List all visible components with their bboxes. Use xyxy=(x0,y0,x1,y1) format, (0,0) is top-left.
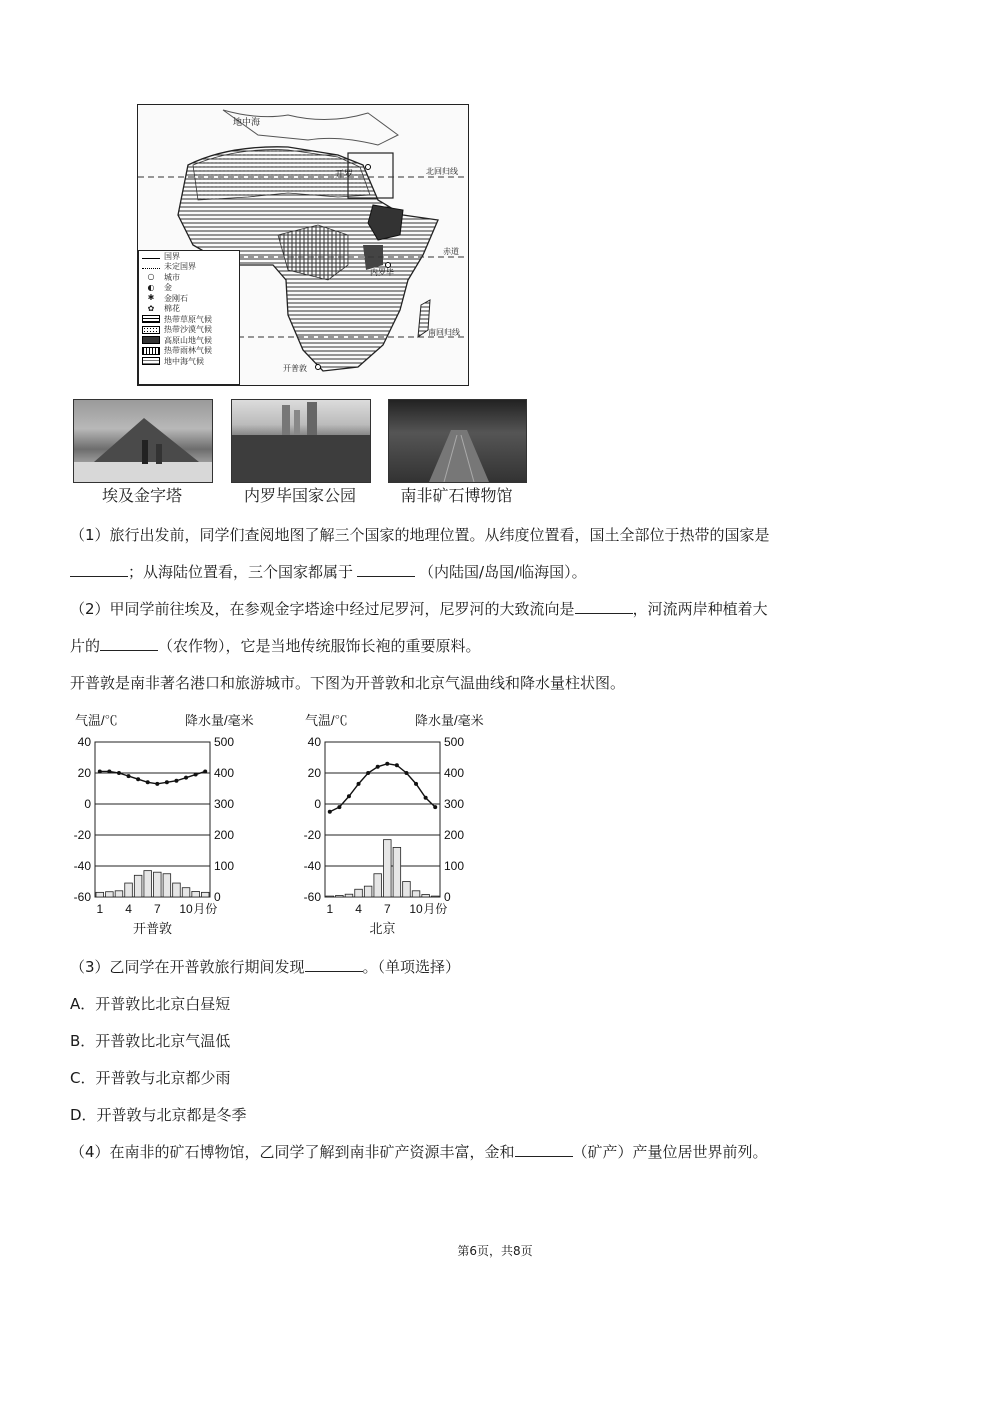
precip-tick-label: 200 xyxy=(214,828,235,842)
precip-tick-label: 500 xyxy=(444,735,465,749)
africa-climate-map xyxy=(137,104,469,386)
temperature-point xyxy=(385,762,389,766)
nairobi-park-photo xyxy=(231,399,371,483)
temperature-point xyxy=(424,796,428,800)
month-tick-label: 10 xyxy=(409,902,423,916)
temp-tick-label: -60 xyxy=(73,890,91,904)
temp-tick-label: -20 xyxy=(73,828,91,842)
temperature-point xyxy=(366,771,370,775)
answer-blank[interactable] xyxy=(357,562,415,577)
temperature-point xyxy=(98,769,102,773)
equator-label: 赤道 xyxy=(443,247,459,256)
precip-axis-label: 降水量/毫米 xyxy=(415,713,484,728)
temp-tick-label: 0 xyxy=(84,797,91,811)
temperature-point xyxy=(107,769,111,773)
legend-item: ○ 城市 xyxy=(139,272,239,283)
precip-bar xyxy=(412,891,420,897)
precip-bar xyxy=(326,896,334,897)
answer-blank[interactable] xyxy=(305,957,363,972)
map-legend xyxy=(138,250,240,385)
month-tick-label: 10 xyxy=(179,902,193,916)
photo-caption-pyramid: 埃及金字塔 xyxy=(101,486,182,505)
legend-item: ✿ 棉花 xyxy=(139,304,239,315)
legend-item: 地中海气候 xyxy=(139,356,239,367)
temp-tick-label: -40 xyxy=(73,859,91,873)
temperature-point xyxy=(414,782,418,786)
cairo-label: 开罗 xyxy=(335,170,354,180)
legend-item: 热带雨林气候 xyxy=(139,346,239,357)
question-4: （4）在南非的矿石博物馆，乙同学了解到南非矿产资源丰富，金和 （矿产）产量位居世界前列。 xyxy=(70,1143,768,1161)
cotton-icon: ✿ xyxy=(147,303,155,313)
temp-axis-label: 气温/℃ xyxy=(75,713,118,728)
chart-title: 开普敦 xyxy=(132,921,173,936)
month-tick-label: 4 xyxy=(355,902,362,916)
temperature-point xyxy=(194,773,198,777)
temp-tick-label: -20 xyxy=(303,828,321,842)
temp-tick-label: 0 xyxy=(314,797,321,811)
option-a[interactable]: A．开普敦比北京白昼短 xyxy=(70,995,231,1013)
temperature-point xyxy=(357,782,361,786)
month-tick-label: 1 xyxy=(96,902,104,916)
precip-bar xyxy=(96,892,104,897)
temperature-point xyxy=(328,810,332,814)
precip-bar xyxy=(134,875,142,897)
chart-intro: 开普敦是南非著名港口和旅游城市。下图为开普敦和北京气温曲线和降水量柱状图。 xyxy=(70,674,626,692)
temperature-point xyxy=(433,805,437,809)
legend-item: 高原山地气候 xyxy=(139,335,239,346)
precip-bar xyxy=(374,874,382,897)
precip-tick-label: 500 xyxy=(214,735,235,749)
highland-swatch-icon xyxy=(142,336,160,344)
month-axis-label: 月份 xyxy=(423,902,448,916)
precip-bar xyxy=(345,894,353,897)
diamond-star-icon: ✱ xyxy=(147,293,155,303)
precip-tick-label: 400 xyxy=(214,766,235,780)
precip-bar xyxy=(163,874,171,897)
savanna-swatch-icon xyxy=(142,315,160,323)
precip-tick-label: 100 xyxy=(444,859,465,873)
temperature-line xyxy=(330,764,435,812)
precip-bar xyxy=(154,872,162,897)
question-3: （3）乙同学在开普敦旅行期间发现 。（单项选择） xyxy=(70,958,461,976)
month-tick-label: 4 xyxy=(125,902,132,916)
precip-bar xyxy=(403,882,411,898)
precip-bar xyxy=(201,892,209,897)
temperature-point xyxy=(165,780,169,784)
precip-tick-label: 0 xyxy=(214,890,221,904)
temperature-point xyxy=(117,771,121,775)
option-b[interactable]: B．开普敦比北京气温低 xyxy=(70,1032,231,1050)
question-2-line-2: 片的 （农作物），它是当地传统服饰长袍的重要原料。 xyxy=(70,637,481,655)
precip-bar xyxy=(355,889,363,897)
question-1-line-1: （1）旅行出发前，同学们查阅地图了解三个国家的地理位置。从纬度位置看，国土全部位于热带的国家是 xyxy=(70,526,770,544)
precip-bar xyxy=(106,892,114,897)
precip-bar xyxy=(144,871,152,897)
legend-item: 国界 xyxy=(139,251,239,262)
mediterranean-label: 地中海 xyxy=(233,118,261,128)
answer-blank[interactable] xyxy=(100,636,158,651)
pyramid-graphic xyxy=(74,400,212,482)
mediterranean-swatch-icon xyxy=(142,357,160,365)
temp-tick-label: 40 xyxy=(307,735,321,749)
solid-line-icon xyxy=(142,254,160,259)
temp-tick-label: 20 xyxy=(77,766,91,780)
month-tick-label: 7 xyxy=(383,902,391,916)
precip-bar xyxy=(336,895,344,897)
option-c[interactable]: C．开普敦与北京都少雨 xyxy=(70,1069,231,1087)
legend-item: ◐ 金 xyxy=(139,283,239,294)
photo-caption-nairobi: 内罗毕国家公园 xyxy=(243,486,356,505)
question-1-line-2: ；从海陆位置看，三个国家都属于 （内陆国/岛国/临海国）。 xyxy=(70,562,587,582)
temperature-point xyxy=(174,779,178,783)
photo-caption-museum: 南非矿石博物馆 xyxy=(400,486,513,505)
precip-tick-label: 300 xyxy=(214,797,235,811)
page-number: 第6页，共8页 xyxy=(457,1244,533,1258)
precip-bar xyxy=(393,847,401,897)
gold-icon: ◐ xyxy=(147,282,155,292)
chart-title: 北京 xyxy=(369,921,396,936)
temperature-point xyxy=(155,782,159,786)
precip-bar xyxy=(115,891,123,897)
question-2-line-1: （2）甲同学前往埃及，在参观金字塔途中经过尼罗河，尼罗河的大致流向是 ，河流两岸种植着大 xyxy=(70,600,768,618)
park-graphic xyxy=(232,400,370,482)
temp-tick-label: -40 xyxy=(303,859,321,873)
precip-bar xyxy=(364,886,372,897)
precip-tick-label: 100 xyxy=(214,859,235,873)
precip-tick-label: 300 xyxy=(444,797,465,811)
temperature-point xyxy=(146,780,150,784)
precip-tick-label: 400 xyxy=(444,766,465,780)
precip-tick-label: 0 xyxy=(444,890,451,904)
cape-town-label: 开普敦 xyxy=(283,364,307,373)
temperature-point xyxy=(136,777,140,781)
precip-bar xyxy=(192,891,200,897)
desert-swatch-icon xyxy=(142,326,160,334)
temperature-point xyxy=(376,765,380,769)
pyramid-photo xyxy=(73,399,213,483)
temp-axis-label: 气温/℃ xyxy=(305,713,348,728)
tropic-cancer-label: 北回归线 xyxy=(426,167,458,176)
answer-blank[interactable] xyxy=(575,599,633,614)
temperature-point xyxy=(127,774,131,778)
precip-bar xyxy=(384,840,392,897)
precip-bar xyxy=(182,888,190,897)
rainforest-swatch-icon xyxy=(142,347,160,355)
option-d[interactable]: D．开普敦与北京都是冬季 xyxy=(70,1106,247,1124)
tropic-capricorn-label: 南回归线 xyxy=(428,328,460,337)
temp-tick-label: -60 xyxy=(303,890,321,904)
mine-graphic xyxy=(389,400,526,482)
temperature-point xyxy=(395,763,399,767)
temperature-point xyxy=(404,771,408,775)
precip-tick-label: 200 xyxy=(444,828,465,842)
legend-item: 热带沙漠气候 xyxy=(139,325,239,336)
legend-item: 热带草原气候 xyxy=(139,314,239,325)
precip-bar xyxy=(173,883,181,897)
circle-icon: ○ xyxy=(147,272,155,282)
legend-item: 未定国界 xyxy=(139,262,239,273)
precip-bar xyxy=(125,883,133,897)
temperature-point xyxy=(337,805,341,809)
chart-frame xyxy=(95,742,210,897)
precip-axis-label: 降水量/毫米 xyxy=(185,713,254,728)
temp-tick-label: 20 xyxy=(307,766,321,780)
climate-charts xyxy=(60,705,510,945)
month-tick-label: 7 xyxy=(153,902,161,916)
month-axis-label: 月份 xyxy=(193,902,218,916)
temp-tick-label: 40 xyxy=(77,735,91,749)
dotted-line-icon xyxy=(142,264,160,269)
month-tick-label: 1 xyxy=(326,902,334,916)
temperature-point xyxy=(347,794,351,798)
temperature-point xyxy=(184,776,188,780)
answer-blank[interactable] xyxy=(70,562,128,577)
precip-bar xyxy=(422,895,430,897)
nairobi-label: 内罗毕 xyxy=(370,268,394,277)
precip-bar xyxy=(431,896,439,897)
mine-museum-photo xyxy=(388,399,527,483)
answer-blank[interactable] xyxy=(515,1142,573,1157)
legend-item: ✱ 金刚石 xyxy=(139,293,239,304)
temperature-point xyxy=(203,769,207,773)
